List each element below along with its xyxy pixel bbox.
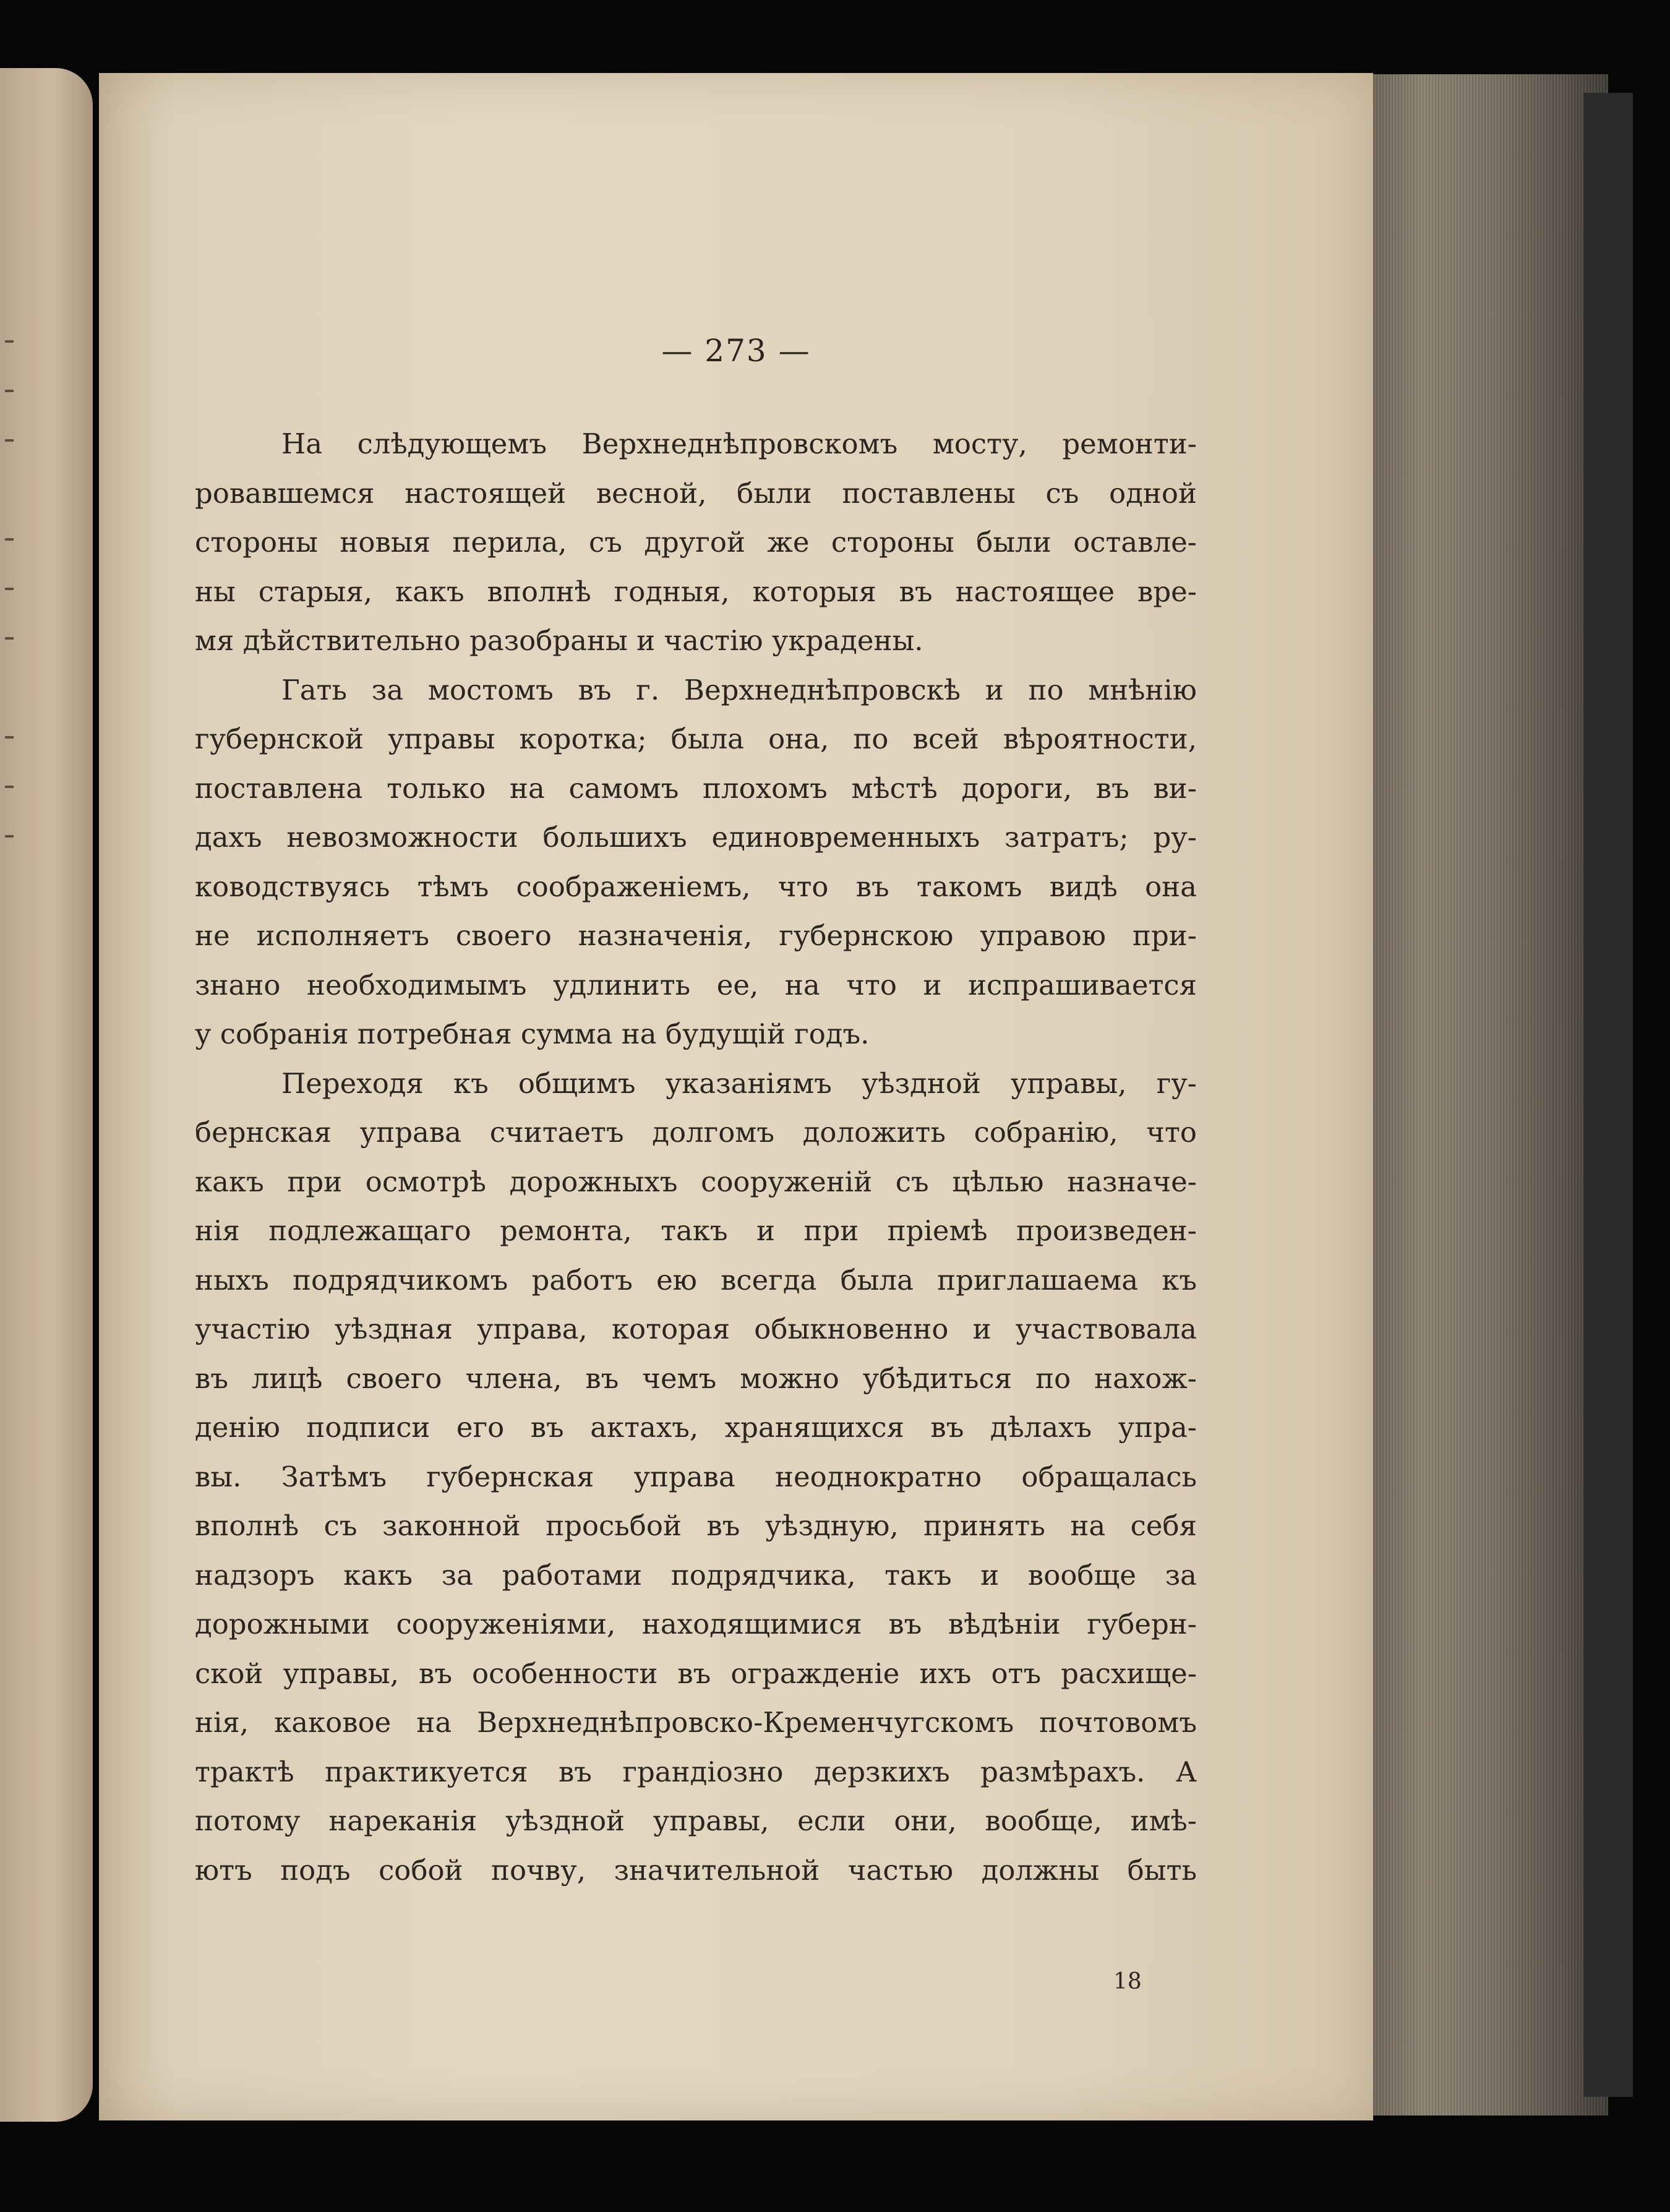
text-line: денію подписи его въ актахъ, хранящихся въ дѣлахъ упра- [195,1411,1197,1444]
bleed-mark [5,390,14,392]
text-line: ровавшемся настоящей весной, были поставлены съ одной [195,476,1197,510]
text-line: ныхъ подрядчикомъ работъ ею всегда была приглашаема къ [195,1263,1197,1297]
book-cover-edge [1583,93,1633,2097]
text-line: нія, каковое на Верхнеднѣпровско-Кременчугскомъ почтовомъ [195,1706,1197,1739]
text-line: поставлена только на самомъ плохомъ мѣстѣ дороги, въ ви- [195,771,1197,805]
book-fore-edge [1361,74,1608,2116]
text-line: знано необходимымъ удлинить ее, на что и испрашивается [195,968,1197,1001]
bleed-mark [5,439,14,442]
previous-page-edge [0,68,93,2122]
text-line: трактѣ практикуется въ грандіозно дерзкихъ размѣрахъ. А [195,1755,1197,1788]
text-line: ны старыя, какъ вполнѣ годныя, которыя въ настоящее вре- [195,575,1197,608]
text-line: мя дѣйствительно разобраны и частію украдены. [195,624,923,657]
body-text [195,419,1197,1895]
text-line: дахъ невозможности большихъ единовременныхъ затратъ; ру- [195,821,1197,854]
text-line: участію уѣздная управа, которая обыкновенно и участвовала [195,1313,1197,1345]
text-line: бернская управа считаетъ долгомъ доложить собранію, что [195,1116,1197,1149]
text-line: Гать за мостомъ въ г. Верхнеднѣпровскѣ и по мнѣнію [281,673,1197,706]
bleed-mark [5,538,14,541]
text-line: На слѣдующемъ Верхнеднѣпровскомъ мосту, ремонти- [281,427,1197,460]
bleed-mark [5,588,14,590]
bleed-mark [5,637,14,640]
text-line: дорожными сооруженіями, находящимися въ вѣдѣніи губерн- [195,1608,1197,1640]
text-line: вы. Затѣмъ губернская управа неоднократно обращалась [195,1460,1197,1493]
text-line: ководствуясь тѣмъ соображеніемъ, что въ такомъ видѣ она [195,870,1197,903]
text-line: въ лицѣ своего члена, въ чемъ можно убѣдиться по нахож- [195,1361,1197,1395]
text-line: какъ при осмотрѣ дорожныхъ сооруженій съ цѣлью назначе- [195,1165,1197,1198]
bleed-mark [5,786,14,788]
text-line: ской управы, въ особенности въ огражденіе ихъ отъ расхище- [195,1657,1197,1690]
bleed-mark [5,736,14,739]
text-line: стороны новыя перила, съ другой же стороны были оставле- [195,526,1197,559]
text-line: надзоръ какъ за работами подрядчика, такъ и вообще за [195,1558,1197,1592]
text-line: губернской управы коротка; была она, по всей вѣроятности, [195,722,1197,755]
bleed-mark [5,340,14,343]
text-line: у собранія потребная сумма на будущій годъ. [195,1018,870,1050]
text-line: Переходя къ общимъ указаніямъ уѣздной управы, гу- [281,1066,1197,1100]
text-line: ютъ подъ собой почву, значительной частью должны быть [195,1853,1197,1887]
page-number: — 273 — [661,333,811,369]
signature-mark: 18 [1113,1969,1142,1994]
bleed-mark [5,835,14,838]
text-line: потому нареканія уѣздной управы, если они, вообще, имѣ- [195,1804,1197,1837]
text-line: вполнѣ съ законной просьбой въ уѣздную, принять на себя [195,1509,1197,1542]
text-line: нія подлежащаго ремонта, такъ и при пріемѣ произведен- [195,1214,1197,1247]
document-page [99,73,1373,2120]
text-line: не исполняетъ своего назначенія, губернскою управою при- [195,919,1197,952]
